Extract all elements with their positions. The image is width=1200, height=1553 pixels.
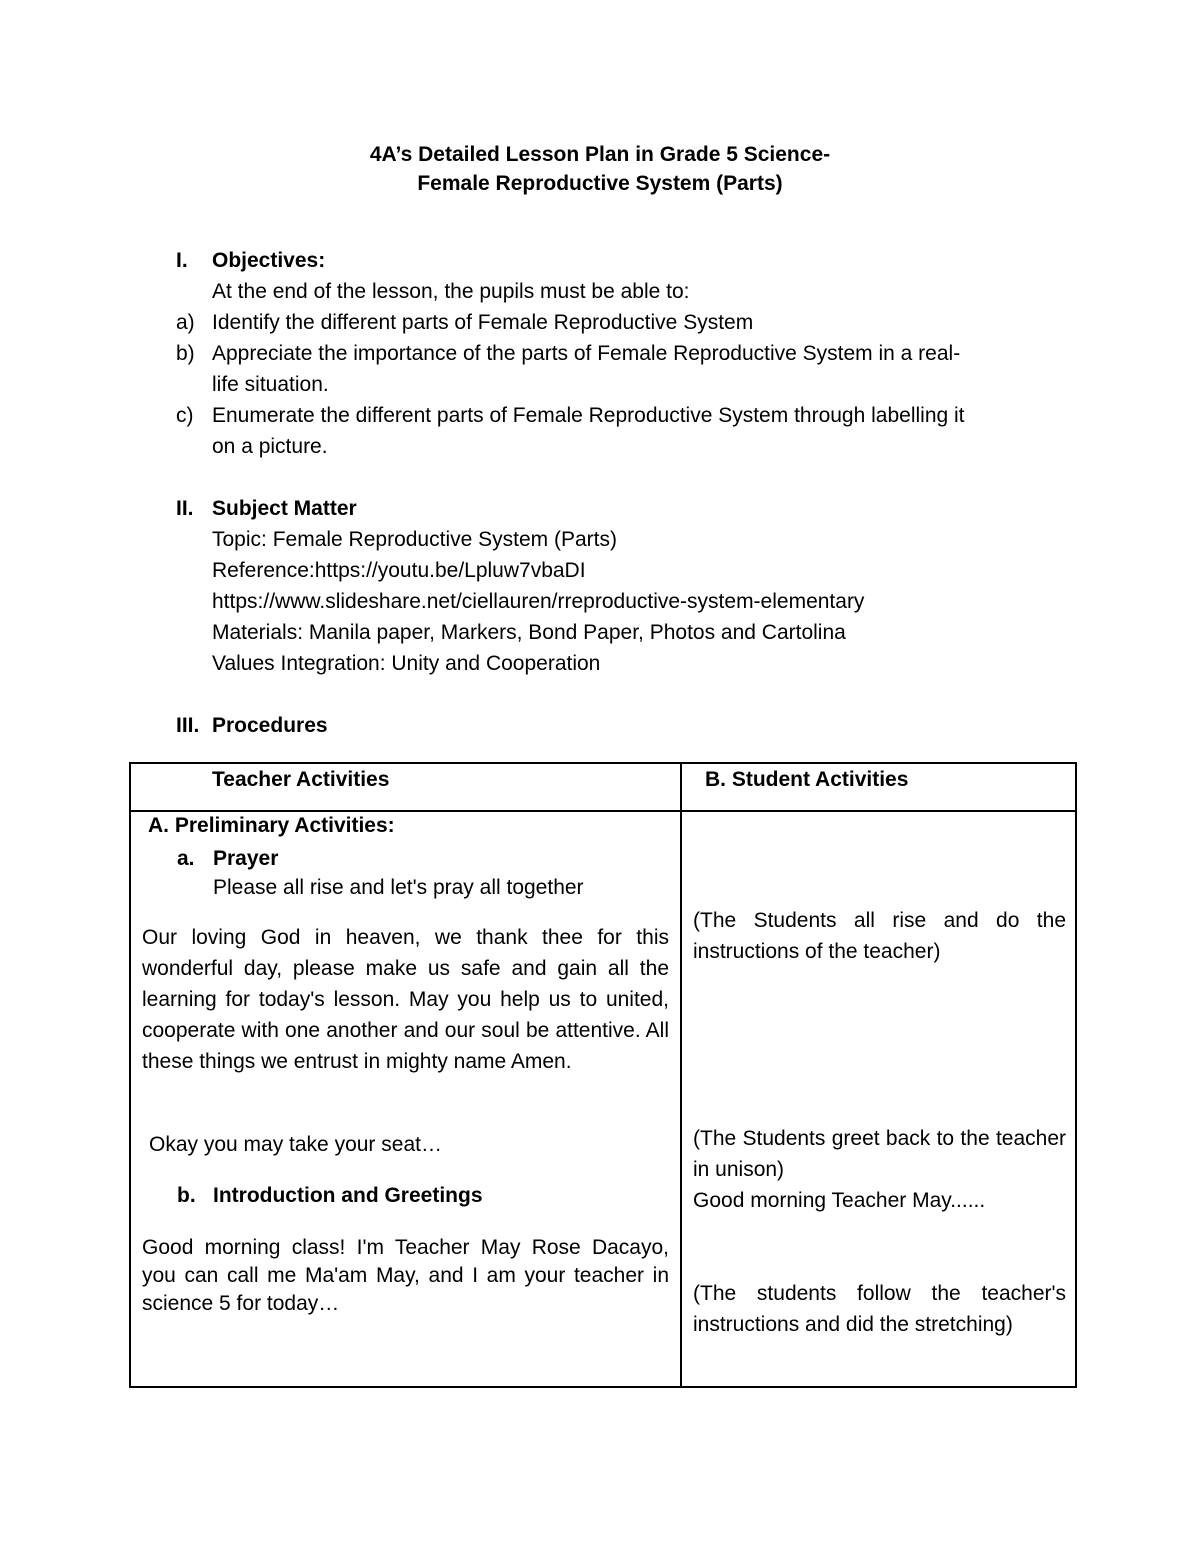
subject-values: Values Integration: Unity and Cooperation <box>212 652 601 675</box>
prayer-instruction: Please all rise and let's pray all together <box>213 876 584 899</box>
teacher-activities-header: Teacher Activities <box>212 768 390 791</box>
document-title-line1: 4A’s Detailed Lesson Plan in Grade 5 Science- <box>369 143 831 166</box>
subject-matter-heading: Subject Matter <box>212 497 357 520</box>
objective-b-text-1: Appreciate the importance of the parts of Female Reproductive System in a real- <box>212 342 961 365</box>
subject-materials: Materials: Manila paper, Markers, Bond Paper, Photos and Cartolina <box>212 621 846 644</box>
student-header-cell <box>681 763 1076 811</box>
student-response-2b: Good morning Teacher May...... <box>693 1189 986 1212</box>
intro-label: b. <box>177 1184 196 1207</box>
objective-c-text-1: Enumerate the different parts of Female Reproductive System through labelling it <box>212 404 965 427</box>
objective-a-label: a) <box>176 311 195 334</box>
document-title-line2: Female Reproductive System (Parts) <box>417 172 783 195</box>
student-activities-header: B. Student Activities <box>705 768 909 791</box>
student-response-3: (The students follow the teacher's instructions and did the stretching) <box>693 1282 1066 1336</box>
take-seat-text: Okay you may take your seat… <box>149 1133 442 1156</box>
table-body-row <box>130 811 1076 1387</box>
teacher-activities-cell <box>130 811 681 1387</box>
objectives-intro: At the end of the lesson, the pupils must be able to: <box>212 280 690 303</box>
teacher-header-cell <box>130 763 681 811</box>
subject-topic: Topic: Female Reproductive System (Parts) <box>212 528 617 551</box>
prayer-heading: Prayer <box>213 847 279 870</box>
objective-a-text: Identify the different parts of Female Reproductive System <box>212 311 754 334</box>
intro-heading: Introduction and Greetings <box>213 1184 483 1207</box>
objective-b-label: b) <box>176 342 195 365</box>
prayer-label: a. <box>177 847 195 870</box>
procedures-heading: Procedures <box>212 714 328 737</box>
subject-reference: Reference:https://youtu.be/Lpluw7vbaDI <box>212 559 586 582</box>
prayer-text: Our loving God in heaven, we thank thee for this wonderful day, please make us safe and gain all the learning for today's lesson. May you help us to united, cooperate with one another and our soul be attentive. All these things we entrust in mighty name Amen. <box>142 926 669 1073</box>
student-response-1: (The Students all rise and do the instructions of the teacher) <box>693 909 1066 963</box>
procedures-table <box>129 762 1077 1388</box>
table-header-row <box>130 763 1076 811</box>
student-response-2: (The Students greet back to the teacher in unison) <box>693 1127 1066 1181</box>
subject-reference-url: https://www.slideshare.net/ciellauren/rreproductive-system-elementary <box>212 590 865 613</box>
objectives-heading: Objectives: <box>212 249 326 272</box>
objective-c-text-2: on a picture. <box>212 435 328 458</box>
student-activities-cell <box>681 811 1076 1387</box>
objectives-numeral: I. <box>176 249 188 272</box>
greeting-text: Good morning class! I'm Teacher May Rose Dacayo, you can call me Ma'am May, and I am your teacher in science 5 for today… <box>142 1236 669 1315</box>
objective-b-text-2: life situation. <box>212 373 329 396</box>
subject-matter-numeral: II. <box>176 497 194 520</box>
procedures-numeral: III. <box>176 714 200 737</box>
objective-c-label: c) <box>176 404 194 427</box>
preliminary-heading: A. Preliminary Activities: <box>148 814 395 837</box>
